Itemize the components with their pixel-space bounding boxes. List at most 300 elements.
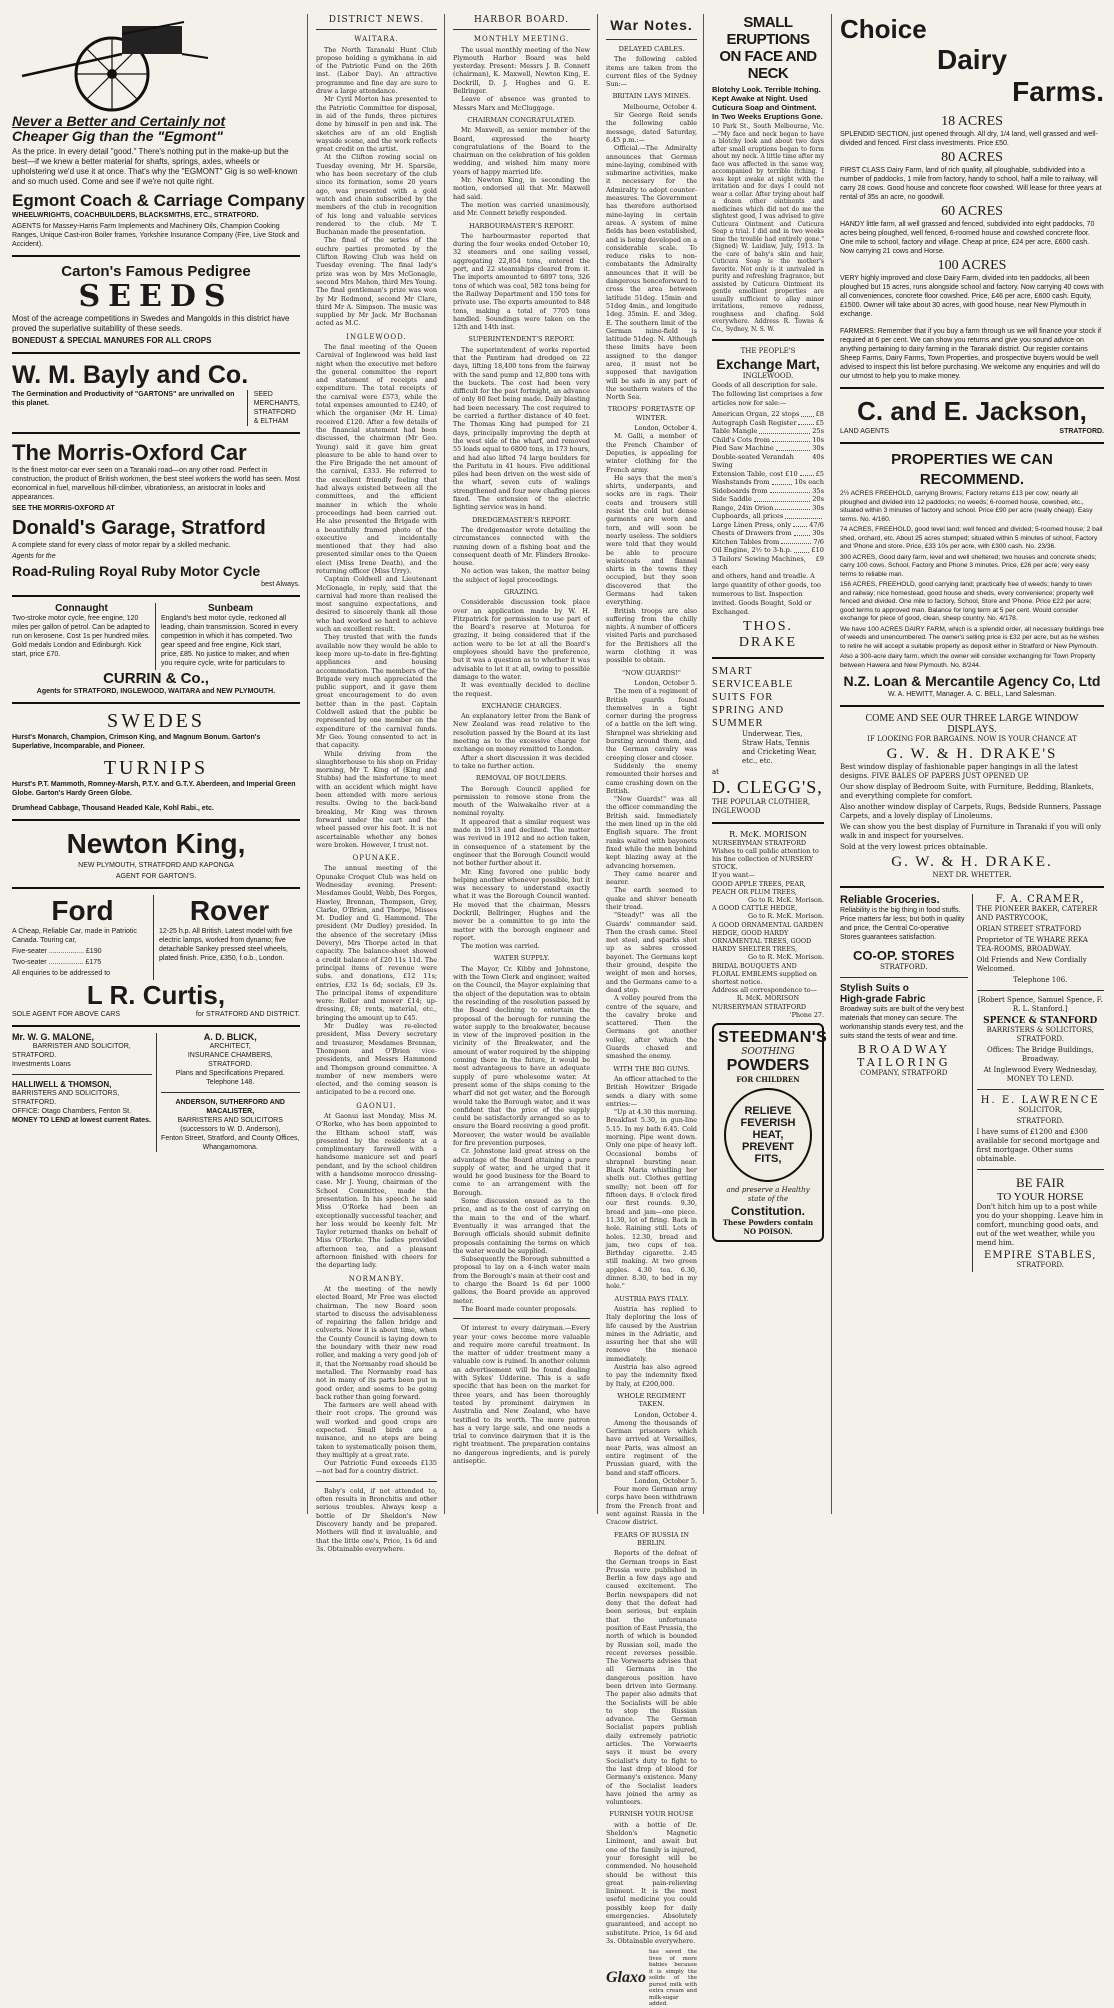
article-paragraph: The final of the series of the euchre parties promoted by the Clifton Rowing Club was held on Tuesday evening. The final lady's prize was won by Mrs McGonagle, second Mrs Mahon, third Mrs Young. The final gentleman's prize was won by Mr Redmond, second Mr Clare, third Mr A. Simpson. The music was supplied by Mr Jack. Mr Buchanan acted as M.C. <box>316 236 437 328</box>
opunake-heading: OPUNAKE. <box>352 854 401 863</box>
morris-title: The Morris-Oxford Car <box>12 440 247 465</box>
acres-body: VERY highly improved and close Dairy Farm, divided into ten paddocks, all been ploughed but 15 acres, runs alongside school and factory. Now carrying 40 cows with all conveniences, concrete floor cowshed. Price, £46 per acre, £600 cash. Equity, £1500. Owner will take about 30 acres, with good house, near New Plymouth in exchange. <box>840 275 1104 318</box>
clegg-line: SUITS FOR <box>712 691 774 703</box>
empire-stables-name: EMPIRE STABLES, <box>984 1250 1097 1261</box>
reliable-body: Reliability is the big thing in food stuffs. Price matters far less; but both in quality and price, the Central Co-operative Stores guarantees satisfaction. <box>840 907 965 941</box>
cartons-title: Carton's Famous Pedigree <box>61 263 251 280</box>
mart-outro: and others, hand and treadle. A large quantity of other goods, too numerous to list. Inspection invited. Goods Bought, Sold or Exchanged. <box>712 571 821 616</box>
gig-body: As the price. In every detail "good." There's nothing put in the make-up but the best—if we knew a better material for shafts, springs, axles, wheels or upholstering we'd use it at once. That's why the "EGMONT" Gig is so well-known and so much used. Come and see if we're not quite right. <box>12 147 298 186</box>
column-rule <box>831 14 832 1514</box>
motor-cycle-adverts <box>12 603 300 670</box>
article-paragraph: Mr. Newton King, in seconding the motion, endorsed all that Mr. Maxwell had said. <box>453 176 590 201</box>
article-paragraph: M. Galli, a member of the French Chamber of Deputies, is appealing for winter clothing for the French army. <box>606 432 697 474</box>
article-paragraph: The Mayor, Cr. Kibby and Johnstone, with the Town Clerk and engineer, waited on the Council, the Mayor explaining that the object of the deputation was to obtain the rescinding of the resolution passed by the Board declining to entertain the proposal of the borough for running the water supply to the breakwater, because in view of the improved position in the vicinity of the Breakwater, and the amount of water required by the shipping coming there in the future, it would be most advantageous to have an adequate supply of pure wholesome water. At present some of the ships coming to the wharf did not get water, and the Borough would take the Borough water, and it was confident that the price of the supply could be satisfactorily arranged so as to ensure the Board receiving a good profit. Moreover, the water would be available for fire prevention purposes. <box>453 964 590 1147</box>
steedman-title: STEEDMAN'S <box>718 1028 828 1046</box>
article-paragraph: British troops are also suffering from the chilly nights. A number of officers visited Paris and purchased for the Britishers all the warm clothing it was possible to obtain. <box>606 606 697 665</box>
article-paragraph: The harbourmaster reported that during the four weeks ended October 10, 32 steamers and one sailing vessel, aggregating 22,854 tons, entered the port, and 22 steamships cleared from it. The imports amounted to 6897 tons, 326 tons of which was coal, 582 tons being for the Railway Department and 150 tons for private use. The exports amounted to 848 tons, making a total of 7705 tons handled. Soundings were taken on the 12th and 14th inst. <box>453 231 590 332</box>
gwh-body: Also another window display of Carpets, Rugs, Bedside Runners, Passage Carpets, and a lovely display of Linoleums. <box>840 803 1102 820</box>
acres-heading: 80 ACRES <box>941 150 1003 165</box>
mart-item-name: American Organ, 22 stops <box>712 410 800 418</box>
mart-item-row <box>712 444 824 453</box>
morison-line: A GOOD ORNAMENTAL GARDEN HEDGE, GOOD HARDY ORNAMENTAL TREES, GOOD HARDY SHELTER TREES, <box>712 920 824 954</box>
heat-label: HEAT, <box>752 1128 784 1141</box>
bayly-right-line: SEED MERCHANTS, <box>253 391 300 407</box>
article-paragraph: Mr Cyril Morton has presented to the Patriotic Committee for disposal, in aid of the funds, three pictures done by himself in pen and ink. The sketches are of an old English wayside scene, and the work reflects great credit on the artist. <box>316 95 437 154</box>
property-listing: We have 100 ACRES DAIRY FARM, which is a splendid order, all necessary buildings free of weeds and unencumbered. The owner's selling price is £32 per acre, but as he wishes to retire he will accept a suitable property as deposit either in Stratford or New Plymouth. <box>840 625 1104 650</box>
article-paragraph: Of interest to every dairyman.—Every year your cows become more valuable and require more careful treatment. In the matter of udder treatment many a valuable cow is ruined. In another column an advertisement will be found dealing with Sykes' Udderine. This is a safe specific that has been on the market for three years, and has been thoroughly tested by prominent dairymen in Australia and New Zealand, who have testified to its worth. The more patron has a very large sale, and one needs a trial to convince dairymen that it is the right treatment. The preparation contains no dangerous ingredients, and is purely antiseptic. <box>453 1324 590 1465</box>
no-poison-label: These Powders contain NO POISON. <box>722 1217 814 1236</box>
mart-item-name: Extension Table, cost £10 <box>712 469 798 478</box>
bayly-left: The Germination and Productivity of "GARTONS" are unrivalled on this planet. <box>12 391 235 407</box>
morris-see: SEE THE MORRIS-OXFORD AT <box>12 505 115 512</box>
article-paragraph: An officer attached to the British Howitzer Brigade sends a diary with some entries:— <box>606 1074 697 1108</box>
property-listing: Also a 300-acre dairy farm, which the owner will consider exchanging for Town Property between Hawera and New Plymouth. No. 8/244. <box>840 653 1096 669</box>
mart-item-price: 10s each <box>794 478 824 486</box>
clegg-line: SERVICEABLE <box>712 678 794 690</box>
for-children-label: FOR CHILDREN <box>736 1074 800 1084</box>
rover-title: Rover <box>189 895 270 926</box>
spence-line: [Robert Spence, Samuel Spence, F. R. L. Stanford.] <box>977 996 1103 1013</box>
article-paragraph: Official.—The Admiralty announces that German mine-laying, combined with submarine activities, make it necessary for the Admiralty to adopt counter-measures. The Government has therefore authorised mine-laying in certain areas. A system of mine fields has been established, and is being developed on a considerable scale. To reduce risks to non-combatants the Admiralty announces that it will be dangerous henceforward to cross the area between latitude 51deg. 15min and 51deg 4min., and longitude 1deg. 35min. E. and 3deg. E. The southern limit of the German mine-field is latitude 51deg. N. Although these limits have been assigned to the danger area, it must not be supposed that navigation will be safe in any part of the southern waters of the North Sea. <box>606 144 697 402</box>
prevent-label: PREVENT <box>742 1140 794 1153</box>
mart-item-row <box>712 495 824 504</box>
mart-item-price: 47/6 <box>809 520 824 529</box>
morison-line: BRIDAL BOUQUETS AND FLORAL EMBLEMS supplied on shortest notice. <box>712 961 817 986</box>
jackson-place: STRATFORD. <box>1059 428 1104 435</box>
war-notes-heading: War Notes. <box>610 17 693 33</box>
broadway-body: Broadway suits are built of the very best materials that money can secure. The workmanship stands every test, and the suits stand the tests of wear and time. <box>840 1006 965 1040</box>
clegg-sub: THE POPULAR CLOTHIER, INGLEWOOD <box>712 797 811 815</box>
seeds-manure: BONEDUST & SPECIAL MANURES FOR ALL CROPS <box>12 336 212 345</box>
mart-item-name: Table Mangle <box>712 427 758 435</box>
section-heading: DELAYED CABLES. <box>618 45 685 53</box>
middle-adverts-column <box>706 14 830 1514</box>
article-paragraph: Reports of the defeat of the German troops in East Prussia were published in Berlin a few days ago and caused excitement. The Berlin newspapers did not deny that the defeat had been serious, but explain that the unfortunate position of East Prussia, the north of which is bounded by Russian soil, made the recent reverses possible. The Vorwaerts advises that all Germans in the dangerous position have been driven into Germany. The paper also admits that the Socialists will be able to stop the Russian advance. The German Socialist papers publish daily extremely patriotic articles. The Vorwaerts says it must be every Socialist's duty to fight to the last drop of blood for Germany's existence. Many of the Socialist leaders have joined the army as volunteers. <box>606 1549 697 1807</box>
cramer-line: Proprietor of TE WHARE REKA TEA-ROOMS, BROADWAY. <box>976 936 1088 953</box>
article-paragraph: Cr. Johnstone laid great stress on the advantage of the Board attaining a pure supply of water, and he urged that it would be good business for the Board to come to an arrangement with the Borough. <box>453 1147 590 1197</box>
article-paragraph: Sir George Reid sends the following cable message, dated Saturday, 6.45 p.m.:— <box>606 111 697 144</box>
clegg-line: SUMMER <box>712 717 764 729</box>
article-paragraph: The following cabled items are taken from the current files of the Sydney Sun:— <box>606 55 697 89</box>
mart-item-name: Pied Saw Machine <box>712 444 774 452</box>
article-paragraph: At the Clifton rowing social on Tuesday evening, Mr H. Sparsile, who has been secretary of the club since its formation, some 20 years ago, was presented with a gold watch and chain subscribed by the members of the club in recognition of his long and valuable services rendered to the club. Mr T. Buchanan made the presentation. <box>316 153 437 237</box>
article-paragraph: The Board made counter proposals. <box>461 1304 577 1313</box>
mart-item-price: 40s <box>812 452 824 461</box>
property-listing: 2½ ACRES FREEHOLD, carrying Browns; Factory returns £13 per cow; nearly all ploughed and divided into 12 paddocks; no weeds; 6-roomed house, cowshed, etc., situated within 3 minutes of factory and school. Price £90 per acre (really cheap). Easy terms. No. 4/160. <box>840 490 1093 523</box>
clegg-advert <box>712 665 824 730</box>
morison-body <box>712 839 824 1019</box>
property-listing: 300 ACRES, Good dairy farm, level and well sheltered; two houses and concrete sheds; carry 100 cows. School, Factory and Phone 3 minutes. Price, £26 per acre; very easy terms to reliable man. <box>840 553 1097 578</box>
eruptions-heading: SMALL ERUPTIONS <box>726 14 810 48</box>
article-paragraph: Four more German army corps have been withdrawn from the French front and sent against Russia in the Cracow district. <box>606 1485 697 1527</box>
sunbeam-body: England's best motor cycle, reckoned all leading, chain transmission. Scored in every competition in which it has competed. Two gear speed and free engine, Kick start, price, £85. No justice to maker, and when you require cycle, write for particulars to <box>161 615 298 667</box>
gwh-body: Sold at the very lowest prices obtainable. <box>840 843 988 851</box>
halliwell-line: OFFICE: Otago Chambers, Fenton St. <box>12 1108 132 1115</box>
article-paragraph: The superintendent of works reported that the Pantiram had dredged on 22 days, lifting 18,400 tons from the fairway with the sand pump and 12,800 tons with the buckets. The cost had been very difficult for the past fortnight, an advance of only 80 feet being made. Daily blasting had been necessary. The cost required to be carried a further distance of 40 feet. The Thomas King had pumped for 21 days, principally improving the depth at the west side of the wharf, and removed 55 loads equal to 6800 tons, in 173 hours, and had also lifted 74 large boulders for the Paritutu in 41 hours. Five additional piles had been driven on the west side of the wharf, seven cuts of walings strengthened and four new chafing pieces fixed. The extension of the electric lighting service was in hand. <box>453 345 590 512</box>
article-paragraph: "Up at 4.30 this morning. Breakfast 5.30, in gun-line 5.15. In my bath 6.45. Cold morning. Pipe went down. Only one pipe of heavy left. Occasional bombs of shrapnel bursting near. Black Maria whistling her shells out. Clothes getting smelly; not been off for fifteen days. 8 o'clock fired our first rounds. 9.30, bread and jam—one piece. 11.30, lot of firing. Back in hole. Raining still. Lots of holes. 12.30, bread and jam, two cups of tea. Birthday cigarette. 2.45 still making. At two green apples. 4.30 tea. 6.30, dinner. 8.30, to bed in my hole." <box>606 1108 697 1291</box>
gwh-body: Best window display of fashionable paper hangings in all the latest designs. FIVE BALES OF PAPERS JUST OPENED UP. <box>840 763 1078 780</box>
clegg-name: D. CLEGG'S, <box>712 776 823 797</box>
mart-item-price: £8 <box>815 410 824 418</box>
glaxo-advert <box>606 1949 697 2008</box>
professional-cards <box>12 1033 300 1152</box>
article-paragraph: Baby's cold, if not attended to, often results in Bronchitis and other serious troubles. Always keep a bottle of Dr Sheldon's New Discovery handy and be prepared. Mothers will find it invaluable, and that the little one's, Price, 1s 6d and 3s. Obtainable everywhere. <box>316 1486 437 1553</box>
mart-item-row <box>712 504 824 513</box>
cramer-line: Old Friends and New Cordially Welcomed. <box>976 956 1087 973</box>
soothing-label: SOOTHING <box>741 1046 795 1057</box>
best-always: best Always. <box>261 581 300 588</box>
article-paragraph: The annual meeting of the Opunake Croquet Club was held on Wednesday evening. Present: Mesdames Gould, Webb, Des Forges, Hawley, Brennan, Thompson, Grey, Clarke, O'Brien, and Thorpe, Misses M. Dudley and G. Hammond. The president (Mr Dudley) presided. In the absence of the secretary (Miss Devery), Mrs Thorpe acted in that capacity. The balance-sheet showed a credit balance of £20 11s 11d. The principal items of revenue were subs. and donations, £12 11s; entries, £32 1s 6d; socials, £9 3s. The principal items of expenditure were: Roller and mower £14; up-dressing, £8; rents, material, etc., bringing the amount up to £45. <box>316 864 437 1022</box>
mart-item-row <box>712 427 824 436</box>
mart-item-name: Large Linen Press, only <box>712 520 792 529</box>
malone-place: STRATFORD. <box>12 1052 57 1059</box>
turnips-body: Hurst's P.T. Mammoth, Romney-Marsh, P.T.Y. and G.T.Y. Aberdeen, and Imperial Green Globe. Garton's Hardy Green Globe. <box>12 781 296 797</box>
normanby-heading: NORMANBY. <box>348 1274 405 1283</box>
nz-loan-name: N.Z. Loan & Mercantile Agency Co, Ltd <box>843 673 1101 689</box>
mart-item-row <box>712 521 824 530</box>
article-paragraph: The final meeting of the Queen Carnival of Inglewood was held last night when the executive met before the general committee the report and statement of receipts and expenditure. The total receipts of the carnival were £573, while the total expenses amounted to £240, of which the organiser (Mr H. Lima) received £120. After a few details of the financial statement had been discussed, the chairman (Mr Geo. Young) said it gave him great pleasure to be able to hand over to the Fire Brigade the net amount of the carnival, £333. He referred to the excellent friendly feeling that had always existed between all the committees, and the efficient manner in which the whole proceedings had been carried out. He also presented the Brigade with a beautifully framed photo of the executive and incidentally mentioned that they had also presented similar ones to the Queen elect (Miss Irene Death), and the returning officer (Miss Urry). <box>316 342 437 575</box>
thos-drake: THOS. DRAKE <box>738 618 798 650</box>
reliable-groceries-title: Reliable Groceries. <box>840 894 940 906</box>
farms-heading: Farms. <box>1012 76 1104 107</box>
morison-line: Address all correspondence to— <box>712 986 817 995</box>
article-paragraph: with a bottle of Dr. Sheldon's Magnetic Liniment, and await but one of the family is injured, your foresight will be commended. No household should be without this great pain-relieving liniment. It is the most useful medicine you could possibly keep for daily emergencies. Absolutely guaranteed, and accept no substitute. Price, 1s 6d and 3s. Obtainable everywhere. <box>606 1820 697 1945</box>
tailoring-name: TAILORING <box>857 1056 951 1069</box>
mart-item-price: 25s <box>812 427 824 435</box>
mart-item-price: 7/6 <box>813 537 824 546</box>
stylish-suits-title: Stylish Suits o <box>840 983 909 994</box>
egmont-agents: AGENTS for Massey-Harris Farm Implements and Machinery Oils, Champion Cooking Ranges, Unique Cast-iron Boiler frames, Yorkshire Insurance Company (Fire, Live Stock and Accident). <box>12 223 300 248</box>
malone-sub: BARRISTER AND SOLICITOR, <box>32 1043 131 1050</box>
feverish-label: FEVERISH <box>740 1116 796 1129</box>
gig-headline-line: Cheaper Gig than the "Egmont" <box>12 128 223 144</box>
mart-item-name: Cupboards, all prices <box>712 512 784 520</box>
curtis-name: L R. Curtis, <box>86 980 226 1010</box>
agents-for: Agents for the <box>12 553 56 560</box>
curtis-sub <box>12 1010 300 1019</box>
steedmans-powders-advert <box>712 1023 828 1242</box>
newton-agent: AGENT FOR GARTON'S. <box>115 873 197 880</box>
malone-card <box>12 1033 152 1152</box>
article-paragraph: It appeared that a similar request was made in 1913 and declined. The matter was revived in 1912 and no action taken, in consequence of a statement by the engineer that the Borough Council would not bother further about it. <box>453 817 590 868</box>
article-paragraph: Austria has also agreed to pay the indemnity fixed by Italy, at £200,000. <box>606 1363 697 1388</box>
bayly-name: W. M. Bayly and Co. <box>12 361 249 389</box>
morris-body: Is the finest motor-car ever seen on a Taranaki road—on any other road. Perfect in construction, the product of British workmen, the best steel workers the world has seen. Most economical in fuel, marvellous hill-climber, vibrationless, an aristocrat in looks and appearances. <box>12 467 300 501</box>
halliwell-line: MONEY TO LEND at lowest current Rates. <box>12 1117 151 1124</box>
glaxo-logo: Glaxo <box>606 1969 646 1987</box>
acres-body: FIRST CLASS Dairy Farm, land of rich quality, all ploughable, subdivided into a number of paddocks, 1 mile from factory, handy to school, half a mile to railway, will carry 28 cows. Good house and concrete floor cowshed. Will lease for three years at rental of 35s an acre, no goodwill. <box>840 167 1102 201</box>
relieve-label: RELIEVE <box>744 1104 792 1117</box>
article-paragraph: Considerable discussion took place over an application made by W. H. Fitzpatrick for permission to use part of the Board's reserve at Moturoa for grazing, it being considered that if the action were to be let at all the Board's employees should have the preference, but it was a question as to whether it was advisable to let it at all, owing to possible damage to the water. <box>453 598 590 681</box>
column-rule <box>307 14 308 1514</box>
district-news-heading: DISTRICT NEWS. <box>328 15 425 25</box>
morison-phone: 'Phone 27. <box>789 1010 824 1019</box>
egmont-trade: WHEELWRIGHTS, COACHBUILDERS, BLACKSMITHS, ETC., STRATFORD. <box>12 212 259 219</box>
section-heading: EXCHANGE CHARGES. <box>481 701 562 710</box>
mart-item-name: Child's Cots from <box>712 435 770 444</box>
section-heading: TROOPS' FORETASTE OF WINTER. <box>607 405 696 422</box>
come-see-heading: COME AND SEE OUR THREE LARGE WINDOW DISPLAYS. <box>865 713 1079 735</box>
section-heading: "NOW GUARDS!" <box>622 668 681 677</box>
article-paragraph: "Steady!" was all the Guards' commander said. Then the crash came. Steel met steel, and sparks shot up as sabres crossed bayonet. The Germans kept their ground, despite the weight of men and horses, and the Germans came to a dead stop. <box>606 911 697 994</box>
spence-line: BARRISTERS & SOLICITORS, STRATFORD. <box>986 1026 1094 1043</box>
section-heading: CHAIRMAN CONGRATULATED. <box>467 115 576 124</box>
mart-item-list <box>712 410 824 572</box>
morison-line: Go to R. McK. Morison. <box>747 912 824 921</box>
lawrence-line: I have sums of £1200 and £300 available for second mortgage and first mortgage. Other sums obtainable. <box>976 1128 1100 1163</box>
acres-heading: 18 ACRES <box>941 114 1003 129</box>
ford-two-seater: Two-seater .................. £175 <box>12 959 102 966</box>
blick-line: STRATFORD. <box>208 1061 253 1068</box>
mart-item-name: Side Saddle <box>712 495 752 503</box>
section-heading: SUPERINTENDENT'S REPORT. <box>468 335 575 344</box>
powders-label: POWDERS <box>726 1056 810 1074</box>
egmont-name: Egmont Coach & Carriage Company <box>12 191 305 210</box>
column-rule <box>703 14 704 1514</box>
article-paragraph: While driving from the slaughterhouse to his shop on Friday morning, Mr T. King of (King and Stubbs) had the misfortune to meet with an accident which might have been attended with more serious results. Owing to the back-band breaking, Mr King was thrown forward under the cart and the wheel passed over his foot. It is not ascertainable whether any bones were broken. However, I trust not. <box>316 749 437 849</box>
article-paragraph: The motion was carried. <box>461 942 540 951</box>
anderson-line: Fenton Street, Stratford, and County Offices, Whangamomona. <box>161 1135 300 1151</box>
gwh-drake-sign: G. W. & H. DRAKE. <box>891 854 1053 870</box>
anderson-line: BARRISTERS AND SOLICITORS <box>177 1117 283 1124</box>
section-heading: FEARS OF RUSSIA IN BERLIN. <box>613 1530 690 1547</box>
jackson-sub <box>840 427 1104 436</box>
mart-item-name: Sideboards from <box>712 486 768 495</box>
article-paragraph: Austria has replied to Italy deploring the loss of life caused by the Austrian mines in the Adriatic, and assuring her that she will remove the menace immediately. <box>606 1304 697 1363</box>
spence-line: At Inglewood Every Wednesday, MONEY TO LEND. <box>983 1066 1097 1083</box>
ford-title: Ford <box>51 895 114 926</box>
gig-headline <box>12 114 300 144</box>
gwh-body: Our show display of Bedroom Suite, with Furniture, Bedding, Blankets, and everything complete for comfort. <box>840 783 1094 800</box>
currin-sub: Agents for STRATFORD, INGLEWOOD, WAITARA and NEW PLYMOUTH. <box>36 688 276 695</box>
currin-name: CURRIN & Co., <box>103 670 209 687</box>
farmers-notice: FARMERS: Remember that if you buy a farm through us we will finance your stock if required at 6 per cent. We can show you returns and give you sound advice on anything pertaining to dairy farming in the Taranaki district. Our register contains Sheep Farms, Dairy Farms, Town Properties, and prospective buyers would be well advised to inspect this list before purchasing. We welcome any enquiries and will do our utmost to help you to make money. <box>840 328 1102 380</box>
mart-item-price: 35s <box>812 486 824 495</box>
section-heading: FURNISH YOUR HOUSE <box>609 1810 694 1819</box>
section-heading: HARBOURMASTER'S REPORT. <box>469 221 574 230</box>
mart-item-row <box>712 410 824 419</box>
article-paragraph: The usual monthly meeting of the New Plymouth Harbor Board was held yesterday. Present: Messrs J. B. Connett (chairman), K. Maxwell, Newton King, E. Dockrill, D. J. Hughes and G. E. Bellringer. <box>453 45 590 96</box>
peoples-heading: THE PEOPLE'S <box>740 347 796 355</box>
mart-item-price: £5 <box>815 418 824 427</box>
mart-item-row <box>712 453 824 470</box>
eruptions-body: 10 Park St., South Melbourne, Vic.—"My face and neck began to have a blotchy look and about two days after small eruptions began to form about my neck. A little time after my face was affected in the same way, accompanied by terrible itching. I was kept awake at night with the irritation and for days I could not wear a collar. After trying about half a dozen other ointments and medicines which did not do me the slightest good, I was advised to give Cuticura Ointment and Cuticura Soap a trial. I did and in two weeks time the trouble had entirely gone." (Signed) W. Laidlaw, July, 1913. In the care of baby's skin and hair, Cuticura Soap is the mother's favorite. Not only is it unrivaled in purity and refreshing fragrance, but assisted by Cuticura Ointment its gentle emollient properties are usually sufficient to allay minor irritations, remove redness, roughness and chafing. Sold everywhere. Address R. Towns & Co., Sydney, N. S. W. <box>712 123 824 333</box>
next-dr-line: NEXT DR. WHETTER. <box>932 871 1012 879</box>
clegg-line: SPRING AND <box>712 704 785 716</box>
blick-line: Telephone 148. <box>206 1079 255 1086</box>
coop-stores-title: CO-OP. STORES <box>853 948 955 963</box>
blick-name: A. D. BLICK, <box>203 1032 257 1042</box>
article-paragraph: The farmers are well ahead with their root crops. The ground was well worked and good crops are expected. Small birds are a nuisance, and no steps are being taken to systematically poison them, they multiply at a great rate. <box>316 1401 437 1459</box>
blick-line: Plans and Specifications Prepared. <box>175 1070 285 1077</box>
article-paragraph: The Borough Council applied for permission to remove stone from the mouth of the Waiwakaiho river at a nominal royalty. <box>453 784 590 818</box>
section-heading: DREDGEMASTER'S REPORT. <box>471 515 572 524</box>
seeds-body: Most of the acreage competitions in Swedes and Mangolds in this district have proved the superlative suitability of these seeds. <box>12 314 290 333</box>
morison-line: Wishes to call public attention to his fine collection of NURSERY STOCK. <box>712 846 819 872</box>
clegg-at: at <box>712 767 719 776</box>
horse-body: Don't hitch him up to a post while you do your shopping. Leave him in comfort, munching good oats, and out of the wet weather, while you mend him. <box>976 1203 1104 1247</box>
sunbeam-advert <box>155 603 300 670</box>
newton-sub: NEW PLYMOUTH, STRATFORD AND KAPONGA <box>78 862 234 869</box>
company-line: COMPANY, STRATFORD <box>860 1069 948 1077</box>
mart-item-row <box>712 487 824 496</box>
swedes-body: Hurst's Monarch, Champion, Crimson King, and Magnum Bonum. Garton's Superlative, Incomparable, and Pioneer. <box>12 734 261 750</box>
coop-place: STRATFORD. <box>879 963 928 971</box>
mart-item-row <box>712 529 824 538</box>
connaught-title: Connaught <box>55 603 108 614</box>
article-paragraph: No action was taken, the matter being the subject of legal proceedings. <box>453 567 590 584</box>
ford-body: A Cheap, Reliable Car, made in Patriotic Canada. Touring car, <box>12 928 137 944</box>
article-paragraph: An explanatory letter from the Bank of New Zealand was read relative to the resolution passed by the Board at its last meeting as to the excessive charge for exchange on money remitted to London. <box>453 712 590 754</box>
mart-intro: Goods of all description for sale. The following list comprises a few articles now for sale:— <box>712 381 823 407</box>
article-paragraph: The North Taranaki Hunt Club propose holding a gymkhana in aid of the Patriotic Fund on the 26th inst. (Labor Day). An attractive programme and fine day are sure to draw a large attendance. <box>316 45 437 96</box>
gwh-drake-title: G. W. & H. DRAKE'S <box>886 746 1058 762</box>
mart-item-name: Washstands from <box>712 478 770 486</box>
ford-rover-advert <box>12 895 300 980</box>
spence-line: Offices: The Bridge Buildings, Broadway. <box>987 1046 1094 1063</box>
donalds-sub: A complete stand for every class of motor repair by a skilled mechanic. <box>12 542 231 549</box>
cramer-line: THE PIONEER BAKER, CATERER AND PASTRYCOOK, <box>976 905 1098 922</box>
section-heading: REMOVAL OF BOULDERS. <box>475 774 568 783</box>
bottom-left-adverts <box>840 894 968 1272</box>
article-paragraph: A volley poured from the centre of the square, and the cavalry broke and scattered. Then the Germans got another volley, after which the Guards chased and smashed the enemy. <box>606 994 697 1061</box>
eruptions-heading: ON FACE AND NECK <box>719 48 817 82</box>
rover-advert <box>153 895 300 980</box>
harbor-board-column <box>447 14 596 1514</box>
mart-item-name: Autograph Cash Register <box>712 418 797 427</box>
blick-card <box>156 1033 301 1152</box>
fever-badge <box>724 1088 812 1182</box>
section-heading: GRAZING. <box>503 588 540 596</box>
district-news-column <box>310 14 443 1553</box>
dateline: London, October 5. <box>634 678 697 687</box>
mart-item-row <box>712 555 824 572</box>
waitara-heading: WAITARA. <box>354 35 399 44</box>
article-paragraph: The earth seemed to quake and shiver beneath their tread. <box>606 886 697 911</box>
mart-item-price: 10s <box>812 435 824 444</box>
lawrence-name: H. E. LAWRENCE <box>980 1095 1100 1106</box>
column-rule <box>597 14 598 1514</box>
mart-item-price: 30s <box>812 529 824 537</box>
ford-enquiries: All enquiries to be addressed to <box>12 970 111 977</box>
properties-heading: PROPERTIES WE CAN RECOMMEND. <box>891 451 1053 488</box>
curtis-right: for STRATFORD AND DISTRICT. <box>195 1011 300 1018</box>
morison-line: NURSERYMAN STRATFORD <box>712 1002 807 1011</box>
swedes-heading: SWEDES <box>107 710 205 732</box>
morison-line: A GOOD CATTLE HEDGE, <box>712 904 798 913</box>
section-heading: WHOLE REGIMENT TAKEN. <box>617 1391 686 1409</box>
exchange-mart-place: INGLEWOOD. <box>742 372 794 380</box>
acres-heading: 60 ACRES <box>941 204 1003 219</box>
morison-name: R. McK. MORISON <box>729 829 807 839</box>
clegg-line: SMART <box>712 665 753 677</box>
mart-item-row <box>712 512 824 521</box>
article-paragraph: They trusted that with the funds available now they would be able to keep more up-to-date in fire-fighting appliances and housing accommodation. The members of the Brigade very much appreciated the public support, and it gave them great encouragement to do even better than in the past. Captain Coldwell asked that the public be represented by one member on the expenditure of the carnival funds. Mr Geo. Young consented to act in that capacity. <box>316 633 437 750</box>
lawrence-line: SOLICITOR, <box>1018 1106 1063 1114</box>
empire-place: STRATFORD. <box>1016 1261 1065 1269</box>
morison-line: Go to R. McK. Morison. <box>747 953 824 962</box>
rover-body: 12-25 h.p. All British. Latest model with five electric lamps, worked from dynamo; five detachable Sankey pressed steel wheels, plated finish. Price, £350, f.o.b., London. <box>159 928 293 962</box>
article-paragraph: It was eventually decided to decline the request. <box>453 681 590 698</box>
clegg-list: Underwear, Ties, Straw Hats, Tennis and Cricketing Wear, etc., etc. <box>742 729 817 765</box>
gwh-body: We can show you the best display of Furniture in Taranaki if you will only walk in and inspect for yourselves. <box>840 823 1102 840</box>
harbor-board-heading: HARBOR BOARD. <box>473 15 570 25</box>
article-paragraph: The dredgemaster wrote detailing the circumstances connected with the running down of a fishing boat and the consequent death of Mr. Flinders Brooke-house. <box>453 525 590 568</box>
seeds-heading: SEEDS <box>78 279 234 314</box>
preserve-label: and preserve a Healthy state of the <box>726 1185 810 1203</box>
dateline: London, October 5. <box>634 1476 697 1485</box>
blick-line: INSURANCE CHAMBERS, <box>187 1052 273 1059</box>
mart-item-price: 20s <box>812 495 824 503</box>
gaonui-heading: GAONUI. <box>356 1101 397 1110</box>
gig-carriage-icon <box>12 14 212 114</box>
mart-item-name: Range, 24in Orion <box>712 503 774 512</box>
cramer-line: ORIAN STREET STRATFORD <box>976 925 1082 933</box>
article-paragraph: Captain Coldwell and Lieutenant McGonagle, in reply, said that the carnival had more than realised the most sanguine expectations, and desired to sincerely thank all those who had worked so hard to achieve such an excellent result. <box>316 575 437 634</box>
mart-item-name: Kitchen Tables from <box>712 537 780 546</box>
section-heading: WITH THE BIG GUNS. <box>613 1064 690 1073</box>
newton-king: Newton King, <box>66 828 246 859</box>
donalds-garage: Donald's Garage, Stratford <box>12 517 266 539</box>
article-paragraph: Mr Dudley was re-elected president, Miss Devery secretary and treasurer, Mesdames Brennan, Thompson and O'Brien vice-presidents, and Messrs Hammond and Thompson ground committee. A number of new members were elected, and the coming season is anticipated to be a record one. <box>316 1022 437 1097</box>
article-paragraph: Subsequently the Borough submitted a proposal to lay on a 4-inch water main from the Borough's main at their cost and to charge the Board 1s 6d per 1000 gallons, the Board provide an approved meter. <box>453 1255 590 1305</box>
sunbeam-title: Sunbeam <box>207 603 253 614</box>
malone-investments: Investments Loans <box>12 1061 71 1068</box>
your-horse-title: TO YOUR HORSE <box>996 1191 1084 1203</box>
bottom-right-adverts <box>972 894 1105 1272</box>
article-paragraph: "Now Guards!" was all the officer commanding the British said. Immediately the men lined up in the old English square. The front ranks waited with bayonets fixed while the men behind kept blazing away at the advancing horsemen. <box>606 795 697 870</box>
spence-name: SPENCE & STANFORD <box>983 1016 1098 1026</box>
mart-item-name: Chests of Drawers from <box>712 529 792 537</box>
land-agents-label: LAND AGENTS <box>840 428 890 435</box>
article-paragraph: Some discussion ensued as to the price, and as to the cost of carrying on the main to the end of the wharf. Eventually it was arranged that the Borough officials should submit definite proposals containing the terms on which the water would be supplied. <box>453 1197 590 1255</box>
ford-five-seater: Five-seater .................. £190 <box>12 948 102 955</box>
article-paragraph: Leave of absence was granted to Messrs Marx and McCluggage. <box>453 95 590 112</box>
article-paragraph: They came nearer and nearer. <box>606 869 697 887</box>
article-paragraph: He says that the men's shirts, underpants, and socks are in rags. Their coats and trousers still resist the cold but dense garments are worn and torn, and will soon be nearly useless. The soldiers were told that they would be able to procure waistcoats and flannel shirts in the towns they occupied, but they soon discovered that the Germans had taken everything. <box>606 473 697 607</box>
mart-item-name: 3 Tailors' Sewing Machines, each <box>712 554 806 571</box>
acres-body: SPLENDID SECTION, just opened through. All dry, 1/4 land, well grassed and well-divided and fenced. First class investments. Price £50. <box>840 131 1098 147</box>
ford-advert <box>12 895 153 980</box>
jackson-name: C. and E. Jackson, <box>857 396 1087 426</box>
right-adverts-column <box>834 14 1110 1514</box>
exchange-mart-title: Exchange Mart, <box>716 356 820 372</box>
article-paragraph: Among the thousands of German prisoners which have arrived at Versailles, near Paris, was almost an entire regiment of the Prussian guard, with the band and staff officers. <box>606 1418 697 1477</box>
dateline: London, October 4. <box>634 1410 697 1419</box>
article-paragraph: Mr. King favored one public body helping another whenever possible, but it was necessary to understand exactly what it was the Borough Council wanted. He moved that the chairman, Messrs Dockrill, Bellringer, Hughes and the mover be a committee to go into the matter with the borough engineer and report. <box>453 867 590 942</box>
connaught-body: Two-stroke motor cycle, free engine, 120 miles per gallon of petrol. Can be adapted to run on kerosene. Cost 1s per hundred miles. Gold medals London and Edinburgh. Kick start, price £70. <box>12 615 151 658</box>
morison-line: Go to R. McK. Morison. <box>747 895 824 904</box>
mart-item-name: Double-seated Verandah Swing <box>712 452 794 469</box>
high-grade-fabric-title: High-grade Fabric <box>840 994 926 1005</box>
section-heading: AUSTRIA PAYS ITALY. <box>614 1294 689 1303</box>
acres-heading: 100 ACRES <box>937 258 1007 273</box>
lawrence-line: STRATFORD. <box>1016 1117 1065 1125</box>
mart-item-price: £5 <box>815 469 824 478</box>
mart-item-name: Oil Engine, 2½ to 3-h.p. <box>712 546 792 554</box>
glaxo-text: has saved the lives of more babies because it is simply the solids of the purest milk with extra cream and milk-sugar added. <box>649 1949 697 2008</box>
article-paragraph: Mr. Maxwell, as senior member of the Board, expressed the hearty congratulations of the Board to the chairman on the celebration of his golden wedding, and wished him many more years of happy married life. <box>453 126 590 176</box>
fits-label: FITS, <box>754 1152 782 1165</box>
anderson-name: ANDERSON, SUTHERFORD AND MACALISTER, <box>175 1099 285 1115</box>
dateline: Melbourne, October 4. <box>623 102 697 111</box>
dairy-heading: Dairy <box>936 44 1008 75</box>
bayly-details <box>12 390 300 426</box>
property-listing: 74 ACRES, FREEHOLD, good level land; well fenced and divided; 5-roomed house; 2 bail shed, orchard, etc. About 25 acres stumped; situated within 5 minutes of school, Factory and 'Phone and store. Price, £33 10s per acre, with £300 cash. No. 23/36. <box>840 526 1103 550</box>
cramer-name: F. A. CRAMER, <box>995 894 1085 905</box>
ruby-motor-cycle: Road-Ruling Royal Ruby Motor Cycle <box>12 563 261 579</box>
article-paragraph: Our Patriotic Fund exceeds £135—not bad for a country district. <box>316 1459 437 1476</box>
